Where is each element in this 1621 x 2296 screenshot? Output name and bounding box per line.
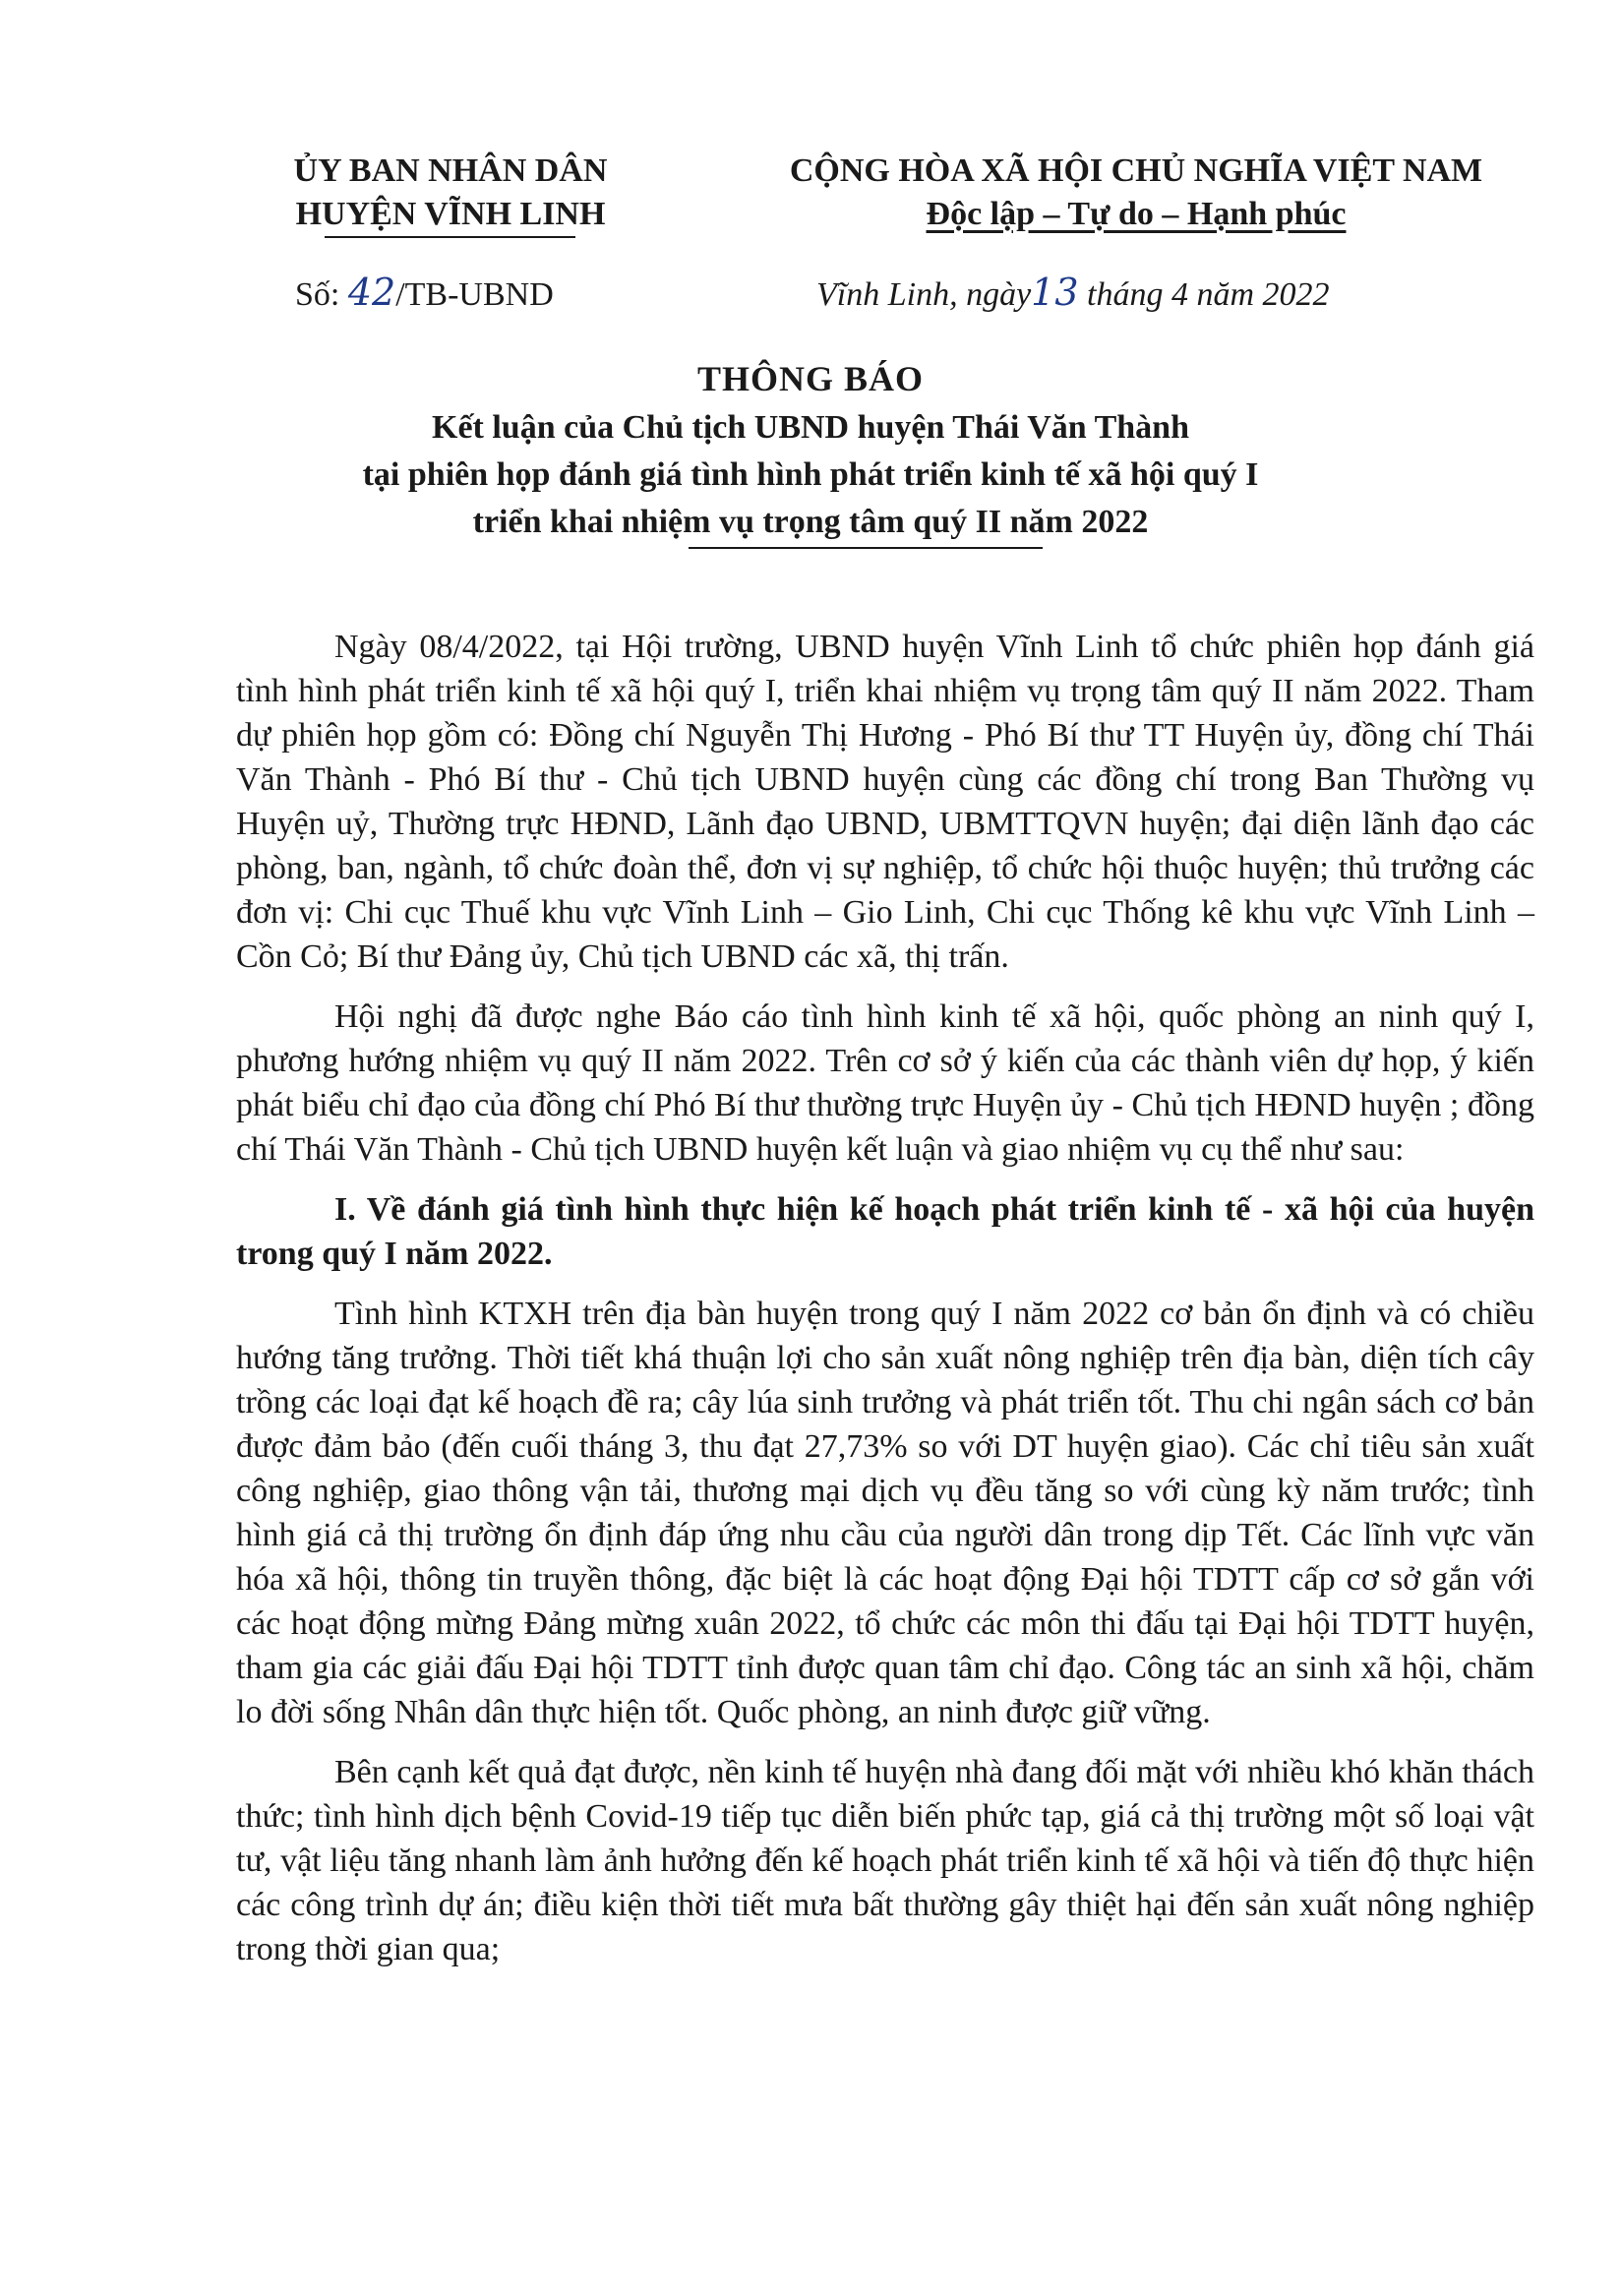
handwritten-day: 13 (1031, 271, 1079, 314)
paragraph-4: Bên cạnh kết quả đạt được, nền kinh tế huyện nhà đang đối mặt với nhiều khó khăn thách thức; tình hình dịch bệnh Covid-19 tiếp tục diễn biến phức tạp, giá cả thị trường một số loại vật tư, vật liệu tăng nhanh làm ảnh hưởng đến kế hoạch phát triển kinh tế xã hội và tiến độ thực hiện các công trình dự án; điều kiện thời tiết mưa bất thường gây thiệt hại đến sản xuất nông nghiệp trong thời gian qua; (236, 1754, 1534, 1967)
doc-number-prefix: Số: (295, 276, 340, 313)
notice-title: THÔNG BÁO (696, 359, 925, 398)
handwritten-number: 42 (347, 271, 396, 314)
subtitle-line1: Kết luận của Chủ tịch UBND huyện Thái Văn Thành (432, 409, 1189, 446)
paragraph-1: Ngày 08/4/2022, tại Hội trường, UBND huyện Vĩnh Linh tổ chức phiên họp đánh giá tình hình phát triển kinh tế xã hội quý I, triển khai nhiệm vụ trọng tâm quý II năm 2022. Tham dự phiên họp gồm có: Đồng chí Nguyễn Thị Hương - Phó Bí thư TT Huyện ủy, đồng chí Thái Văn Thành - Phó Bí thư - Chủ tịch UBND huyện cùng các đồng chí trong Ban Thường vụ Huyện uỷ, Thường trực HĐND, Lãnh đạo UBND, UBMTTQVN huyện; đại diện lãnh đạo các phòng, ban, ngành, tổ chức đoàn thể, đơn vị sự nghiệp, tổ chức hội thuộc huyện; thủ trưởng các đơn vị: Chi cục Thuế khu vực Vĩnh Linh – Gio Linh, Chi cục Thống kê khu vực Vĩnh Linh – Cồn Cỏ; Bí thư Đảng ủy, Chủ tịch UBND các xã, thị trấn. (236, 629, 1534, 975)
subtitle-line3: triển khai nhiệm vụ trọng tâm quý II năm 2022 (472, 504, 1149, 540)
doc-number-suffix: /TB-UBND (395, 276, 554, 313)
title-divider (689, 547, 1043, 549)
authority-line2: HUYỆN VĨNH LINH (295, 196, 606, 232)
authority-line1: ỦY BAN NHÂN DÂN (293, 152, 608, 189)
paragraph-3: Tình hình KTXH trên địa bàn huyện trong quý I năm 2022 cơ bản ổn định và có chiều hướng tăng trưởng. Thời tiết khá thuận lợi cho sản xuất nông nghiệp trên địa bàn, diện tích cây trồng các loại đạt kế hoạch đề ra; cây lúa sinh trưởng và phát triển tốt. Thu chi ngân sách cơ bản được đảm bảo (đến cuối tháng 3, thu đạt 27,73% so với DT huyện giao). Các chỉ tiêu sản xuất công nghiệp, giao thông vận tải, thương mại dịch vụ đều tăng so với cùng kỳ năm trước; tình hình giá cả thị trường ổn định đáp ứng nhu cầu của người dân trong dịp Tết. Các lĩnh vực văn hóa xã hội, thông tin truyền thông, đặc biệt là các hoạt động Đại hội TDTT cấp cơ sở gắn với các hoạt động mừng Đảng mừng xuân 2022, tổ chức các môn thi đấu tại Đại hội TDTT huyện, tham gia các giải đấu Đại hội TDTT tỉnh được quan tâm chỉ đạo. Công tác an sinh xã hội, chăm lo đời sống Nhân dân thực hiện tốt. Quốc phòng, an ninh được giữ vững. (236, 1296, 1534, 1730)
date-prefix: Vĩnh Linh, ngày (816, 276, 1032, 313)
nation-line2: Độc lập – Tự do – Hạnh phúc (926, 196, 1347, 232)
date-suffix: tháng 4 năm 2022 (1087, 276, 1330, 313)
paragraph-2: Hội nghị đã được nghe Báo cáo tình hình kinh tế xã hội, quốc phòng an ninh quý I, phương hướng nhiệm vụ quý II năm 2022. Trên cơ sở ý kiến của các thành viên dự họp, ý kiến phát biểu chỉ đạo của đồng chí Phó Bí thư thường trực Huyện ủy - Chủ tịch HĐND huyện ; đồng chí Thái Văn Thành - Chủ tịch UBND huyện kết luận và giao nhiệm vụ cụ thể như sau: (236, 998, 1534, 1168)
nation-line1: CỘNG HÒA XÃ HỘI CHỦ NGHĨA VIỆT NAM (789, 152, 1483, 189)
issuing-authority (254, 150, 647, 236)
document-body (236, 625, 1534, 1987)
authority-divider (325, 236, 575, 238)
document-number (295, 271, 554, 314)
subtitle-line2: tại phiên họp đánh giá tình hình phát triển kinh tế xã hội quý I (362, 456, 1259, 493)
section-heading-1: I. Về đánh giá tình hình thực hiện kế hoạch phát triển kinh tế - xã hội của huyện trong quý I năm 2022. (236, 1191, 1534, 1272)
national-motto (728, 150, 1544, 236)
document-date (816, 271, 1330, 314)
